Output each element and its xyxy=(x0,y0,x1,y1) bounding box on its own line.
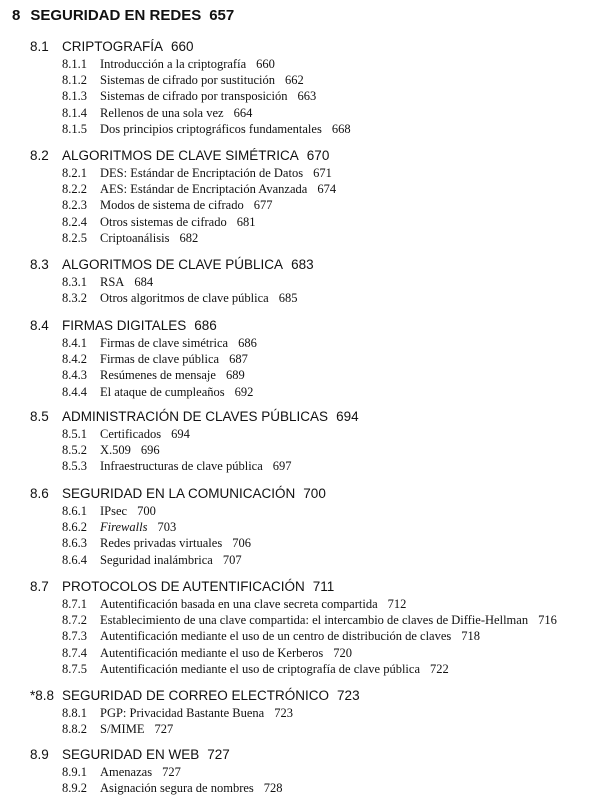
section-number: 8.4 xyxy=(30,318,49,333)
section-heading xyxy=(30,577,557,596)
subsection-page: 720 xyxy=(333,645,352,660)
subsection-number: 8.2.5 xyxy=(62,230,87,245)
subsection-page: 663 xyxy=(297,89,317,104)
subsection-number: 8.6.4 xyxy=(62,552,87,567)
subsection-page: 674 xyxy=(317,182,337,197)
chapter-title: SEGURIDAD EN REDES xyxy=(30,7,202,24)
toc-section xyxy=(30,745,283,796)
subsection-number: 8.7.4 xyxy=(62,645,87,660)
subsection-title: Certificados xyxy=(100,427,162,441)
section-heading xyxy=(30,484,326,503)
subsection-entry xyxy=(30,552,326,568)
subsection-entry xyxy=(30,721,360,737)
section-heading xyxy=(30,745,283,764)
subsection-entry xyxy=(30,780,283,796)
subsection-entry xyxy=(30,335,257,351)
subsection-page: 681 xyxy=(236,214,256,229)
toc-section xyxy=(30,37,351,137)
section-page: 683 xyxy=(291,257,314,272)
subsection-number: 8.2.3 xyxy=(62,198,87,213)
subsection-page: 696 xyxy=(140,443,160,458)
subsection-entry xyxy=(30,535,326,551)
section-page: 700 xyxy=(303,486,326,501)
subsection-number: 8.7.3 xyxy=(62,629,87,644)
subsection-title: Introducción a la criptografía xyxy=(100,57,247,71)
section-page: 670 xyxy=(306,148,330,163)
subsection-page: 660 xyxy=(256,57,275,71)
subsection-page: 706 xyxy=(232,536,251,551)
section-number: 8.1 xyxy=(30,39,49,54)
section-page: 660 xyxy=(171,39,194,54)
section-title: SEGURIDAD DE CORREO ELECTRÓNICO xyxy=(62,688,330,703)
subsection-title: Autentificación basada en una clave secreta compartida xyxy=(100,597,378,611)
subsection-title: Infraestructuras de clave pública xyxy=(100,459,263,474)
subsection-number: 8.6.1 xyxy=(62,504,87,518)
subsection-number: 8.6.2 xyxy=(62,520,87,535)
chapter-heading xyxy=(12,7,234,24)
subsection-number: 8.2.4 xyxy=(62,214,87,229)
subsection-title: Sistemas de cifrado por sustitución xyxy=(100,73,275,88)
subsection-page: 684 xyxy=(134,275,154,289)
section-title: PROTOCOLOS DE AUTENTIFICACIÓN xyxy=(62,579,305,594)
subsection-entry xyxy=(30,503,326,519)
subsection-page: 689 xyxy=(225,368,245,383)
subsection-title: Autentificación mediante el uso de un centro de distribución de claves xyxy=(100,629,452,644)
toc-section xyxy=(30,484,326,568)
subsection-page: 682 xyxy=(179,230,199,245)
subsection-page: 694 xyxy=(171,427,190,441)
subsection-entry xyxy=(30,519,326,535)
subsection-title: RSA xyxy=(100,275,125,289)
subsection-entry xyxy=(30,661,557,677)
subsection-page: 664 xyxy=(233,105,253,120)
subsection-title: Redes privadas virtuales xyxy=(100,536,223,551)
subsection-page: 700 xyxy=(137,504,156,518)
subsection-number: 8.3.1 xyxy=(62,275,87,289)
subsection-number: 8.7.2 xyxy=(62,613,87,628)
subsection-title: IPsec xyxy=(100,504,128,518)
subsection-title: Firewalls xyxy=(100,520,148,535)
section-page: 711 xyxy=(312,579,335,594)
subsection-page: 697 xyxy=(272,459,292,474)
subsection-title: Sistemas de cifrado por transposición xyxy=(100,89,288,104)
subsection-page: 677 xyxy=(253,198,273,213)
chapter-page: 657 xyxy=(209,7,235,24)
subsection-entry xyxy=(30,72,351,88)
section-heading xyxy=(30,255,314,274)
subsection-entry xyxy=(30,426,359,442)
subsection-entry xyxy=(30,612,557,628)
subsection-entry xyxy=(30,230,336,246)
subsection-number: 8.7.1 xyxy=(62,597,87,611)
subsection-number: 8.5.2 xyxy=(62,443,87,458)
subsection-entry xyxy=(30,181,336,197)
section-title: FIRMAS DIGITALES xyxy=(62,318,187,333)
section-page: 694 xyxy=(336,409,359,424)
subsection-number: 8.4.1 xyxy=(62,336,87,350)
section-page: 727 xyxy=(207,747,230,762)
section-heading xyxy=(30,407,359,426)
subsection-page: 727 xyxy=(154,722,174,737)
subsection-entry xyxy=(30,214,336,230)
subsection-number: 8.1.3 xyxy=(62,89,87,104)
subsection-page: 692 xyxy=(234,384,254,399)
subsection-number: 8.9.1 xyxy=(62,765,87,779)
subsection-number: 8.1.2 xyxy=(62,73,87,88)
subsection-entry xyxy=(30,56,351,72)
subsection-title: Otros algoritmos de clave pública xyxy=(100,291,269,306)
subsection-page: 668 xyxy=(331,121,351,136)
subsection-entry xyxy=(30,764,283,780)
subsection-entry xyxy=(30,88,351,104)
subsection-entry xyxy=(30,705,360,721)
subsection-title: Firmas de clave simétrica xyxy=(100,336,229,350)
subsection-number: 8.1.5 xyxy=(62,121,87,136)
subsection-title: Amenazas xyxy=(100,765,153,779)
subsection-page: 727 xyxy=(162,765,181,779)
section-heading xyxy=(30,37,351,56)
subsection-entry xyxy=(30,458,359,474)
section-number: 8.6 xyxy=(30,486,49,501)
subsection-number: 8.4.3 xyxy=(62,368,87,383)
subsection-entry xyxy=(30,596,557,612)
subsection-number: 8.9.2 xyxy=(62,781,87,796)
subsection-title: Seguridad inalámbrica xyxy=(100,552,213,567)
subsection-number: 8.2.2 xyxy=(62,182,87,197)
section-title: SEGURIDAD EN WEB xyxy=(62,747,200,762)
section-heading xyxy=(30,146,336,165)
subsection-title: Modos de sistema de cifrado xyxy=(100,198,244,213)
section-number: 8.5 xyxy=(30,409,49,424)
subsection-title: Criptoanálisis xyxy=(100,230,170,245)
subsection-number: 8.5.3 xyxy=(62,459,87,474)
toc-section xyxy=(30,146,336,246)
subsection-page: 686 xyxy=(238,336,257,350)
subsection-entry xyxy=(30,645,557,661)
section-title: SEGURIDAD EN LA COMUNICACIÓN xyxy=(62,486,296,501)
section-number: *8.8 xyxy=(30,688,55,703)
subsection-title: AES: Estándar de Encriptación Avanzada xyxy=(100,182,308,197)
subsection-title: Firmas de clave pública xyxy=(100,352,220,367)
subsection-page: 687 xyxy=(229,352,248,367)
subsection-entry xyxy=(30,197,336,213)
section-number: 8.7 xyxy=(30,579,49,594)
subsection-page: 712 xyxy=(387,597,407,611)
subsection-entry xyxy=(30,105,351,121)
subsection-number: 8.3.2 xyxy=(62,291,87,306)
toc-section xyxy=(30,686,360,737)
subsection-number: 8.7.5 xyxy=(62,661,87,676)
subsection-number: 8.4.4 xyxy=(62,384,87,399)
subsection-page: 716 xyxy=(538,613,557,628)
subsection-number: 8.1.1 xyxy=(62,57,87,71)
subsection-title: El ataque de cumpleaños xyxy=(100,384,225,399)
subsection-page: 722 xyxy=(430,661,449,676)
subsection-page: 728 xyxy=(263,781,283,796)
subsection-number: 8.1.4 xyxy=(62,105,87,120)
subsection-number: 8.8.1 xyxy=(62,706,87,720)
section-heading xyxy=(30,316,257,335)
subsection-page: 707 xyxy=(222,552,242,567)
section-title: ALGORITMOS DE CLAVE PÚBLICA xyxy=(62,257,284,272)
subsection-title: Dos principios criptográficos fundamentales xyxy=(100,121,322,136)
subsection-title: Asignación segura de nombres xyxy=(100,781,254,796)
subsection-page: 662 xyxy=(284,73,304,88)
subsection-entry xyxy=(30,628,557,644)
subsection-page: 685 xyxy=(278,291,298,306)
section-page: 723 xyxy=(337,688,360,703)
section-page: 686 xyxy=(194,318,217,333)
subsection-title: Resúmenes de mensaje xyxy=(100,368,216,383)
subsection-entry xyxy=(30,121,351,137)
subsection-page: 723 xyxy=(274,706,293,720)
subsection-entry xyxy=(30,165,336,181)
section-title: CRIPTOGRAFÍA xyxy=(62,39,164,54)
section-title: ADMINISTRACIÓN DE CLAVES PÚBLICAS xyxy=(62,409,329,424)
chapter-number: 8 xyxy=(12,7,21,24)
section-number: 8.2 xyxy=(30,148,49,163)
subsection-entry xyxy=(30,290,314,306)
section-heading xyxy=(30,686,360,705)
subsection-number: 8.6.3 xyxy=(62,536,87,551)
subsection-entry xyxy=(30,442,359,458)
subsection-title: X.509 xyxy=(100,443,131,458)
subsection-entry xyxy=(30,351,257,367)
subsection-title: Establecimiento de una clave compartida: el intercambio de claves de Diffie-Hellman xyxy=(100,613,529,628)
subsection-number: 8.2.1 xyxy=(62,166,87,180)
toc-section xyxy=(30,255,314,306)
subsection-title: Autentificación mediante el uso de Kerberos xyxy=(100,645,324,660)
subsection-page: 718 xyxy=(461,629,481,644)
section-title: ALGORITMOS DE CLAVE SIMÉTRICA xyxy=(62,148,299,163)
toc-section xyxy=(30,316,257,400)
subsection-title: Rellenos de una sola vez xyxy=(100,105,224,120)
subsection-entry xyxy=(30,367,257,383)
section-number: 8.3 xyxy=(30,257,49,272)
subsection-page: 703 xyxy=(157,520,177,535)
subsection-page: 671 xyxy=(313,166,332,180)
subsection-entry xyxy=(30,384,257,400)
subsection-number: 8.5.1 xyxy=(62,427,87,441)
section-number: 8.9 xyxy=(30,747,49,762)
toc-section xyxy=(30,577,557,677)
subsection-title: Otros sistemas de cifrado xyxy=(100,214,227,229)
subsection-title: Autentificación mediante el uso de criptografía de clave pública xyxy=(100,661,421,676)
subsection-title: S/MIME xyxy=(100,722,145,737)
toc-section xyxy=(30,407,359,475)
subsection-number: 8.4.2 xyxy=(62,352,87,367)
subsection-number: 8.8.2 xyxy=(62,722,87,737)
subsection-entry xyxy=(30,274,314,290)
subsection-title: PGP: Privacidad Bastante Buena xyxy=(100,706,265,720)
subsection-title: DES: Estándar de Encriptación de Datos xyxy=(100,166,304,180)
